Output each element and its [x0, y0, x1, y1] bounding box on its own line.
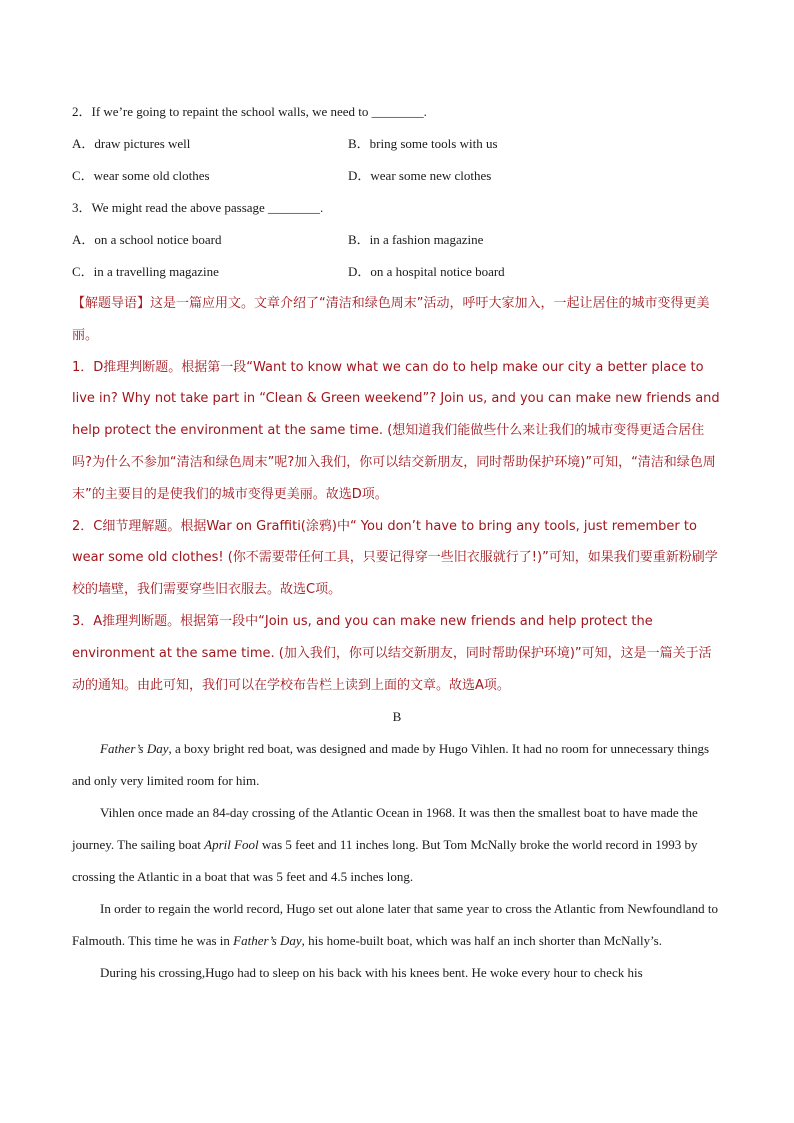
explanation-text: 2．C细节理解题。根据War on Graffiti(涂鸦)中“ You don’t have to bring any tools, just remember to wear some old clothes! (你不需要带任何工具，只要记得穿一些旧衣服就行了!)”可知，如果我们要重新粉刷学校的墙壁，我们需要穿些旧衣服去。故选C项。: [72, 518, 718, 598]
option-d: D．on a hospital notice board: [348, 264, 505, 279]
explanation-text: 1．D推理判断题。根据第一段“Want to know what we can do to help make our city a better place to live in? Why not take part in “Clean & Green weekend”? Join us, and you can make new friends and help protect the environment at the same time. (想知道我们能做些什么来让我们的城市变得更适合居住吗?为什么不参加“清洁和绿色周末”呢?加入我们，你可以结交新朋友，同时帮助保护环境)”可知，“清洁和绿色周末”的主要目的是使我们的城市变得更美丽。故选D项。: [72, 359, 720, 502]
paragraph-text: During his crossing,Hugo had to sleep on his back with his knees bent. He woke every hour to check his: [100, 965, 643, 981]
paragraph-text: , his home-built boat, which was half an inch shorter than McNally’s.: [301, 933, 662, 949]
boat-name: Father’s Day: [233, 933, 302, 949]
options-row: [72, 128, 722, 160]
answer-explanation-3: [72, 606, 722, 701]
section-label: B: [392, 709, 402, 725]
paragraph-text: In order to regain the world record, Hugo set out alone later that same year to cross the Atlantic from Newfoundland to Falmouth. This time he was in: [72, 901, 719, 949]
question-2: [72, 96, 722, 192]
answer-explanation-1: [72, 352, 722, 511]
boat-name: April Fool: [204, 837, 259, 853]
explanation-text: 3．A推理判断题。根据第一段中“Join us, and you can make new friends and help protect the environment at the same time. (加入我们，你可以结交新朋友，同时帮助保护环境)”可知，这是一篇关于活动的通知。由此可知，我们可以在学校布告栏上读到上面的文章。故选A项。: [72, 613, 712, 693]
options-row: [72, 160, 722, 192]
passage-paragraph-1: [72, 733, 722, 797]
option-d: D．wear some new clothes: [348, 168, 492, 183]
option-a: A．draw pictures well: [72, 136, 191, 151]
question-stem: 2．If we’re going to repaint the school walls, we need to ________.: [72, 104, 427, 119]
option-b: B．bring some tools with us: [348, 136, 498, 151]
passage-paragraph-4: [72, 957, 722, 989]
paragraph-text: Vihlen once made an 84-day crossing of the Atlantic Ocean in 1968. It was then the smallest boat to have made the journey. The sailing boat: [72, 805, 698, 853]
paragraph-text: , a boxy bright red boat, was designed and made by Hugo Vihlen. It had no room for unnecessary things and only very limited room for him.: [72, 741, 710, 789]
boat-name: Father’s Day: [100, 741, 169, 757]
answer-guide: [72, 288, 722, 352]
paragraph-text: was 5 feet and 11 inches long. But Tom McNally broke the world record in 1993 by crossing the Atlantic in a boat that was 5 feet and 4.5 inches long.: [72, 837, 698, 885]
document-page: [72, 96, 722, 989]
options-row: [72, 224, 722, 256]
option-a: A．on a school notice board: [72, 232, 222, 247]
question-stem: 3．We might read the above passage ________.: [72, 200, 324, 215]
option-b: B．in a fashion magazine: [348, 232, 484, 247]
passage-paragraph-2: [72, 797, 722, 893]
option-c: C．in a travelling magazine: [72, 264, 219, 279]
question-3: [72, 192, 722, 288]
answer-explanation-2: [72, 511, 722, 606]
option-c: C．wear some old clothes: [72, 168, 210, 183]
options-row: [72, 256, 722, 288]
passage-paragraph-3: [72, 893, 722, 957]
guide-text: 【解题导语】这是一篇应用文。文章介绍了“清洁和绿色周末”活动，呼吁大家加入，一起让居住的城市变得更美丽。: [72, 296, 710, 343]
